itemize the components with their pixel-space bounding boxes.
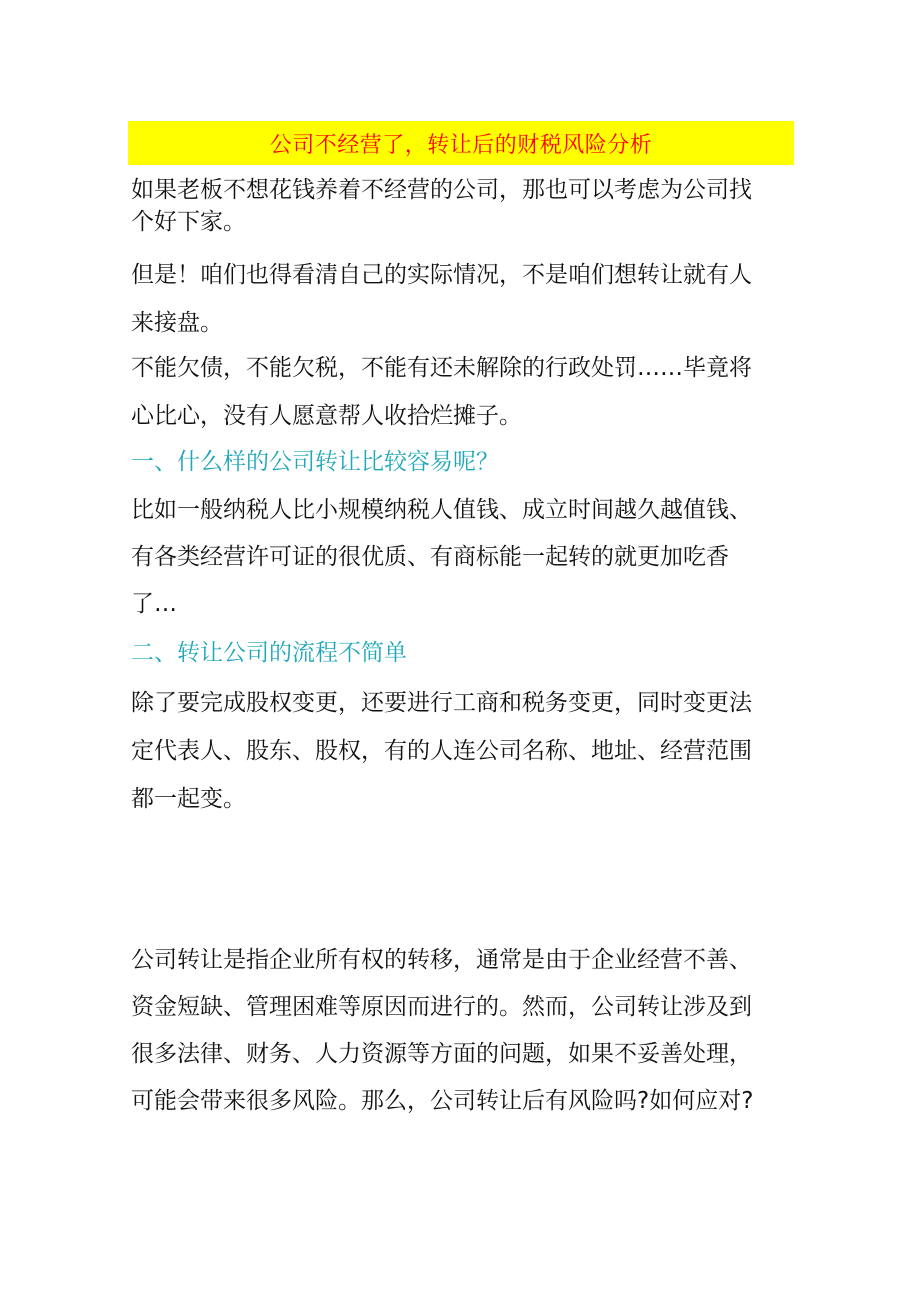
paragraph-line: 定代表人、股东、股权，有的人连公司名称、地址、经营范围 xyxy=(131,738,752,764)
title-banner xyxy=(128,121,794,165)
paragraph-however xyxy=(131,251,797,347)
paragraph-conditions xyxy=(131,344,797,440)
paragraph-line: 心比心，没有人愿意帮人收拾烂摊子。 xyxy=(131,403,522,429)
paragraph-line: 如果老板不想花钱养着不经营的公司，那也可以考虑为公司找 xyxy=(131,177,752,203)
paragraph-intro xyxy=(131,174,797,238)
paragraph-line: 但是！咱们也得看清自己的实际情况，不是咱们想转让就有人 xyxy=(131,262,752,288)
paragraph-line: 个好下家。 xyxy=(131,209,246,235)
paragraph-line: 了… xyxy=(131,591,177,617)
section-heading-1: 一、什么样的公司转让比较容易呢？ xyxy=(131,449,499,475)
paragraph-line: 有各类经营许可证的很优质、有商标能一起转的就更加吃香 xyxy=(131,544,729,570)
paragraph-line: 很多法律、财务、人力资源等方面的问题，如果不妥善处理， xyxy=(131,1041,752,1067)
paragraph-line: 比如一般纳税人比小规模纳税人值钱、成立时间越久越值钱、 xyxy=(131,497,752,523)
paragraph-line: 除了要完成股权变更，还要进行工商和税务变更，同时变更法 xyxy=(131,690,752,716)
paragraph-line: 不能欠债，不能欠税，不能有还未解除的行政处罚……毕竟将 xyxy=(131,355,752,381)
paragraph-line: 公司转让是指企业所有权的转移，通常是由于企业经营不善、 xyxy=(131,947,752,973)
paragraph-transfer-definition xyxy=(131,937,797,1125)
section-heading-2: 二、转让公司的流程不简单 xyxy=(131,640,407,666)
paragraph-process xyxy=(131,679,797,823)
paragraph-line: 都一起变。 xyxy=(131,786,246,812)
paragraph-line: 来接盘。 xyxy=(131,310,223,336)
paragraph-value xyxy=(131,487,797,628)
document-title: 公司不经营了，转让后的财税风险分析 xyxy=(269,132,653,158)
paragraph-line: 资金短缺、管理困难等原因而进行的。然而，公司转让涉及到 xyxy=(131,994,752,1020)
paragraph-line: 可能会带来很多风险。那么，公司转让后有风险吗?如何应对? xyxy=(131,1088,754,1114)
